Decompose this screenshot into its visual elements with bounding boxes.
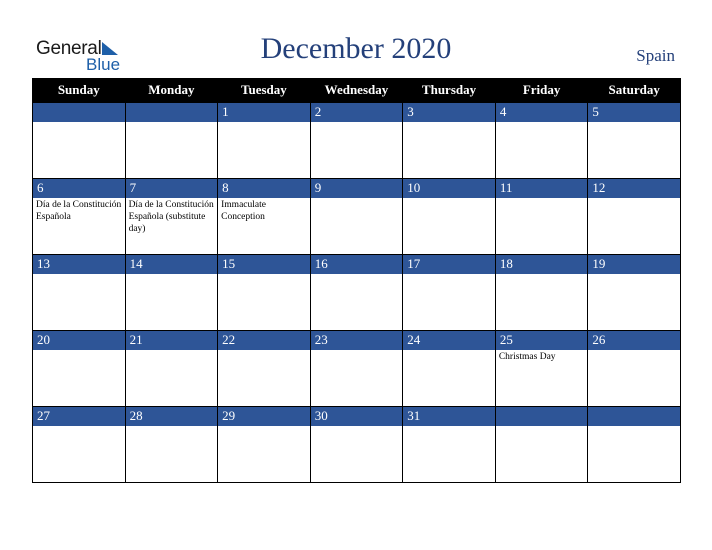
holiday-label <box>311 350 403 351</box>
holiday-label <box>588 274 680 275</box>
day-cell <box>495 103 588 179</box>
holiday-label: Día de la Constitución Española (substitute day) <box>128 200 214 234</box>
day-number: 3 <box>403 103 495 122</box>
day-cell <box>218 179 311 255</box>
day-cell <box>495 331 588 407</box>
day-number: 30 <box>311 407 403 426</box>
weekday-saturday: Saturday <box>588 78 681 103</box>
holiday-label <box>403 426 495 427</box>
day-number <box>496 407 588 426</box>
day-cell <box>218 255 311 331</box>
day-number: 15 <box>218 255 310 274</box>
holiday-label <box>218 274 310 275</box>
day-number: 2 <box>311 103 403 122</box>
day-number: 28 <box>126 407 218 426</box>
day-number: 13 <box>33 255 125 274</box>
day-number: 21 <box>126 331 218 350</box>
holiday-label <box>126 350 218 351</box>
day-number <box>588 407 680 426</box>
day-cell <box>588 179 681 255</box>
day-cell <box>495 179 588 255</box>
day-cell <box>495 255 588 331</box>
day-cell <box>310 407 403 483</box>
holiday-label <box>496 274 588 275</box>
holiday-label <box>33 274 125 275</box>
day-number: 8 <box>218 179 310 198</box>
holiday-label <box>496 122 588 123</box>
day-cell <box>403 179 496 255</box>
holiday-label <box>496 198 588 199</box>
holiday-label <box>33 426 125 427</box>
day-cell <box>218 407 311 483</box>
week-row <box>33 179 681 255</box>
country-label: Spain <box>636 46 675 65</box>
holiday-label <box>33 122 125 123</box>
day-cell <box>588 407 681 483</box>
weekday-monday: Monday <box>125 78 218 103</box>
holiday-label <box>126 426 218 427</box>
day-cell <box>495 407 588 483</box>
day-number: 17 <box>403 255 495 274</box>
day-number: 16 <box>311 255 403 274</box>
day-cell <box>588 331 681 407</box>
week-row <box>33 407 681 483</box>
logo-text-general: General <box>36 38 102 59</box>
day-number: 25 <box>496 331 588 350</box>
day-number: 7 <box>126 179 218 198</box>
holiday-label <box>403 122 495 123</box>
holiday-label <box>403 198 495 199</box>
day-number: 31 <box>403 407 495 426</box>
holiday-label <box>218 426 310 427</box>
day-cell <box>588 255 681 331</box>
holiday-label <box>496 426 588 427</box>
weekday-tuesday: Tuesday <box>218 78 311 103</box>
day-cell <box>310 331 403 407</box>
day-cell <box>33 103 126 179</box>
day-cell <box>310 103 403 179</box>
holiday-label <box>403 274 495 275</box>
day-cell <box>125 103 218 179</box>
week-row <box>33 255 681 331</box>
weekday-thursday: Thursday <box>403 78 496 103</box>
holiday-label <box>126 122 218 123</box>
holiday-label <box>218 350 310 351</box>
holiday-label <box>403 350 495 351</box>
day-number: 1 <box>218 103 310 122</box>
holiday-label <box>33 350 125 351</box>
day-number: 19 <box>588 255 680 274</box>
day-number: 29 <box>218 407 310 426</box>
day-cell <box>33 407 126 483</box>
day-cell <box>310 255 403 331</box>
holiday-label <box>588 122 680 123</box>
calendar-grid <box>32 78 681 483</box>
day-cell <box>125 179 218 255</box>
day-number: 20 <box>33 331 125 350</box>
day-number: 24 <box>403 331 495 350</box>
day-cell <box>403 407 496 483</box>
holiday-label <box>588 426 680 427</box>
day-number: 14 <box>126 255 218 274</box>
weekday-friday: Friday <box>495 78 588 103</box>
day-number: 5 <box>588 103 680 122</box>
holiday-label <box>588 350 680 351</box>
day-number: 11 <box>496 179 588 198</box>
day-cell <box>310 179 403 255</box>
week-row <box>33 331 681 407</box>
holiday-label <box>311 122 403 123</box>
day-number: 23 <box>311 331 403 350</box>
day-number: 26 <box>588 331 680 350</box>
day-number: 12 <box>588 179 680 198</box>
day-number: 22 <box>218 331 310 350</box>
day-number: 27 <box>33 407 125 426</box>
day-number <box>33 103 125 122</box>
holiday-label <box>126 274 218 275</box>
day-cell <box>588 103 681 179</box>
week-row <box>33 103 681 179</box>
day-cell <box>218 331 311 407</box>
day-cell <box>403 103 496 179</box>
day-cell <box>403 331 496 407</box>
day-number: 6 <box>33 179 125 198</box>
day-cell <box>33 179 126 255</box>
day-cell <box>218 103 311 179</box>
day-number: 10 <box>403 179 495 198</box>
holiday-label: Immaculate Conception <box>221 200 266 222</box>
day-cell <box>125 407 218 483</box>
holiday-label <box>311 198 403 199</box>
holiday-label <box>588 198 680 199</box>
holiday-label <box>311 274 403 275</box>
holiday-label <box>218 122 310 123</box>
weekday-wednesday: Wednesday <box>310 78 403 103</box>
day-number: 4 <box>496 103 588 122</box>
day-number <box>126 103 218 122</box>
day-cell <box>33 255 126 331</box>
holiday-label: Día de la Constitución Española <box>36 200 122 222</box>
holiday-label: Christmas Day <box>498 352 556 362</box>
weekday-sunday: Sunday <box>33 78 126 103</box>
logo-text-blue: Blue <box>86 55 121 74</box>
day-number: 9 <box>311 179 403 198</box>
weekday-header-row <box>33 78 681 103</box>
day-cell <box>125 331 218 407</box>
calendar-title: December 2020 <box>260 32 452 65</box>
day-cell <box>33 331 126 407</box>
day-cell <box>125 255 218 331</box>
holiday-label <box>311 426 403 427</box>
day-number: 18 <box>496 255 588 274</box>
day-cell <box>403 255 496 331</box>
